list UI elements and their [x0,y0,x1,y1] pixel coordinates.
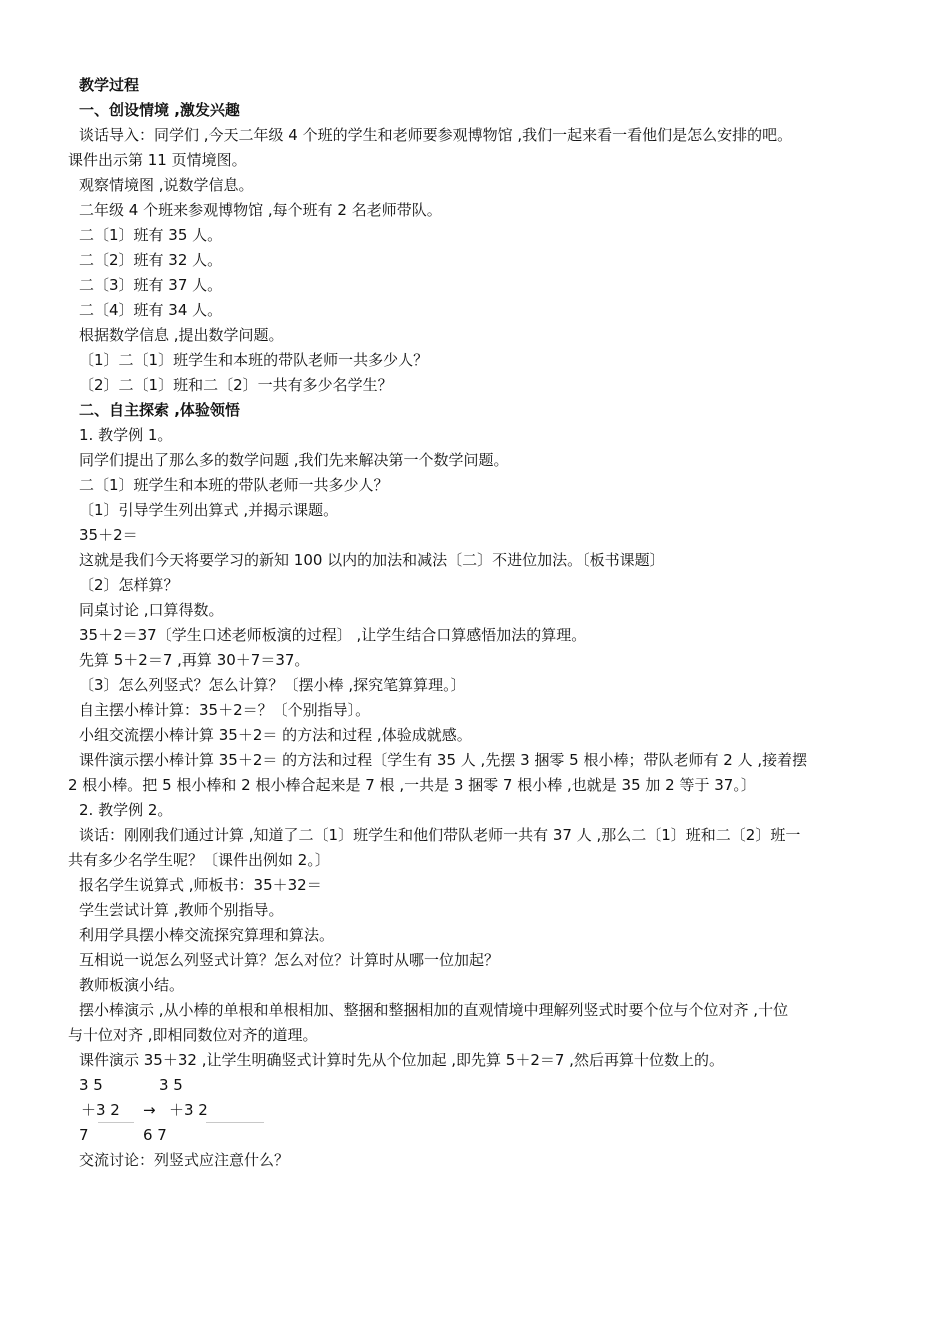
paragraph: 谈话导入：同学们 ,今天二年级 4 个班的学生和老师要参观博物馆 ,我们一起来看一看他们是怎么安排的吧。 [79,126,793,144]
paragraph: 谈话：刚刚我们通过计算 ,知道了二〔1〕班学生和他们带队老师一共有 37 人 ,那么二〔1〕班和二〔2〕班一 [79,826,801,844]
paragraph: 二〔1〕班学生和本班的带队老师一共多少人？ [79,476,389,494]
paragraph: 互相说一说怎么列竖式计算？怎么对位？计算时从哪一位加起？ [79,951,500,969]
vertical-right-addend: ＋3 2 [169,1101,208,1119]
paragraph: 利用学具摆小棒交流探究算理和算法。 [79,926,335,944]
paragraph: 摆小棒演示 ,从小棒的单根和单根相加、整捆和整捆相加的直观情境中理解列竖式时要个位与个位对齐 ,十位 [79,1001,789,1019]
section1-heading: 一、创设情境 ,激发兴趣 [79,101,240,119]
paragraph: 课件演示摆小棒计算 35＋2＝ 的方法和过程〔学生有 35 人 ,先摆 3 捆零 5 根小棒；带队老师有 2 人 ,接着摆 [79,751,808,769]
doc-title: 教学过程 [79,76,140,94]
paragraph: 〔2〕二〔1〕班和二〔2〕一共有多少名学生？ [79,376,393,394]
sum-line [206,1122,264,1123]
paragraph: 35＋2＝37〔学生口述老师板演的过程〕 ,让学生结合口算感悟加法的算理。 [79,626,587,644]
sum-line [98,1122,134,1123]
paragraph: 35＋2＝ [79,526,138,544]
paragraph: 课件演示 35＋32 ,让学生明确竖式计算时先从个位加起 ,即先算 5＋2＝7 ,然后再算十位数上的。 [79,1051,724,1069]
vertical-right-result: 6 7 [143,1126,167,1144]
paragraph: 自主摆小棒计算：35＋2＝？〔个别指导〕。 [79,701,371,719]
paragraph: 2 根小棒。把 5 根小棒和 2 根小棒合起来是 7 根 ,一共是 3 捆零 7 根小棒 ,也就是 35 加 2 等于 37。〕 [68,776,756,794]
paragraph: 学生尝试计算 ,教师个别指导。 [79,901,284,919]
example1-title: 1. 教学例 1。 [79,426,173,444]
paragraph: 二〔3〕班有 37 人。 [79,276,223,294]
paragraph: 观察情境图 ,说数学信息。 [79,176,254,194]
vertical-right-top: 3 5 [159,1076,183,1094]
paragraph: 同桌讨论 ,口算得数。 [79,601,224,619]
paragraph: 课件出示第 11 页情境图。 [68,151,247,169]
paragraph: 交流讨论：列竖式应注意什么？ [79,1151,290,1169]
paragraph: 小组交流摆小棒计算 35＋2＝ 的方法和过程 ,体验成就感。 [79,726,472,744]
paragraph: 与十位对齐 ,即相同数位对齐的道理。 [68,1026,318,1044]
arrow-icon: → [143,1101,156,1119]
paragraph: 这就是我们今天将要学习的新知 100 以内的加法和减法〔二〕不进位加法。〔板书课题〕 [79,551,665,569]
paragraph: 〔3〕怎么列竖式？怎么计算？〔摆小棒 ,探究笔算算理。〕 [79,676,466,694]
paragraph: 二〔4〕班有 34 人。 [79,301,223,319]
paragraph: 根据数学信息 ,提出数学问题。 [79,326,284,344]
paragraph: 先算 5＋2＝7 ,再算 30＋7＝37。 [79,651,310,669]
vertical-left-result: 7 [79,1126,89,1144]
paragraph: 报名学生说算式 ,师板书：35＋32＝ [79,876,322,894]
vertical-left-addend: ＋3 2 [81,1101,120,1119]
section2-heading: 二、自主探索 ,体验领悟 [79,401,240,419]
paragraph: 二〔2〕班有 32 人。 [79,251,223,269]
vertical-left-top: 3 5 [79,1076,103,1094]
paragraph: 〔2〕怎样算？ [79,576,179,594]
paragraph: 二〔1〕班有 35 人。 [79,226,223,244]
paragraph: 〔1〕引导学生列出算式 ,并揭示课题。 [79,501,339,519]
paragraph: 共有多少名学生呢？〔课件出例如 2。〕 [68,851,330,869]
paragraph: 同学们提出了那么多的数学问题 ,我们先来解决第一个数学问题。 [79,451,509,469]
paragraph: 〔1〕二〔1〕班学生和本班的带队老师一共多少人？ [79,351,429,369]
example2-title: 2. 教学例 2。 [79,801,173,819]
paragraph: 二年级 4 个班来参观博物馆 ,每个班有 2 名老师带队。 [79,201,442,219]
paragraph: 教师板演小结。 [79,976,185,994]
